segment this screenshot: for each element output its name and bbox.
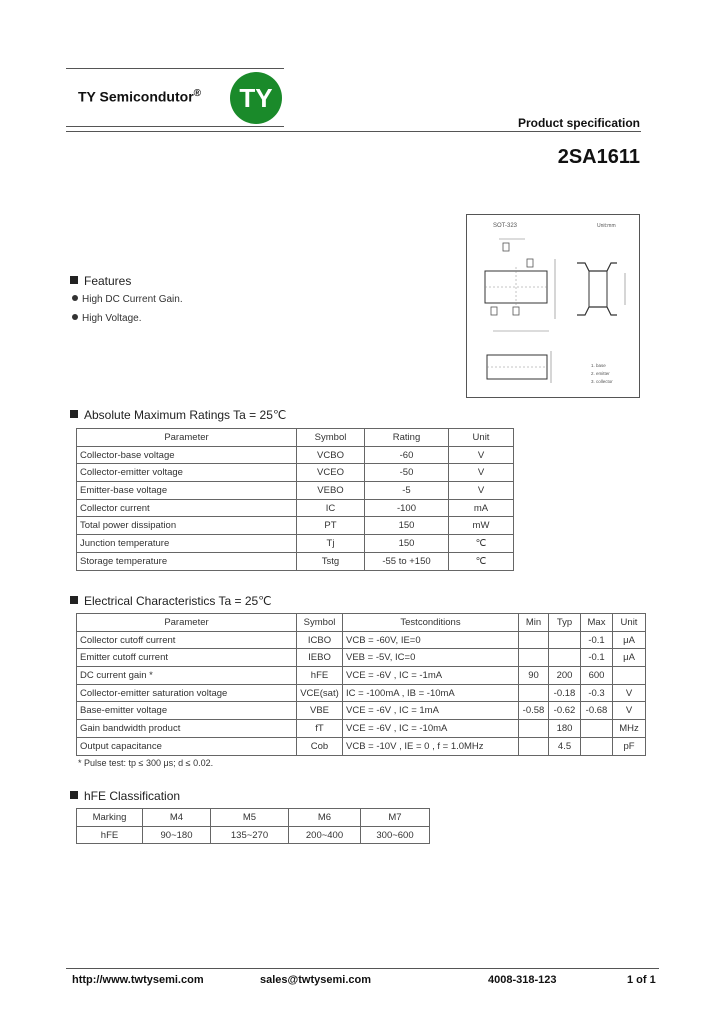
cell: IC: [297, 499, 365, 517]
cell: -0.58: [519, 702, 549, 720]
table-header-row: [77, 614, 646, 632]
col-header: Parameter: [77, 614, 297, 632]
package-name-text: SOT-323: [493, 223, 518, 229]
cell: [519, 684, 549, 702]
cell: pF: [613, 737, 646, 755]
cell: V: [449, 464, 514, 482]
company-logo: TY: [230, 72, 282, 124]
part-number: 2SA1611: [557, 146, 640, 168]
cell: 180: [549, 720, 581, 738]
dot-bullet-icon: [72, 314, 78, 320]
cell: [519, 720, 549, 738]
table-row: [77, 667, 646, 685]
pin-label-2: 2. emitter: [591, 371, 610, 376]
cell: V: [613, 702, 646, 720]
cell: [519, 649, 549, 667]
cell: Emitter-base voltage: [77, 482, 297, 500]
cell: ℃: [449, 552, 514, 570]
square-bullet-icon: [70, 596, 78, 604]
header-rule-top: [66, 68, 284, 69]
cell: mA: [449, 499, 514, 517]
table-row: [77, 517, 514, 535]
cell: -0.18: [549, 684, 581, 702]
col-header: Unit: [449, 429, 514, 447]
cell: VEBO: [297, 482, 365, 500]
table-row: [77, 631, 646, 649]
cell: Total power dissipation: [77, 517, 297, 535]
cell: IC = -100mA , IB = -10mA: [343, 684, 519, 702]
cell: M4: [143, 809, 211, 827]
abs-max-table: [76, 428, 514, 571]
table-row: [77, 482, 514, 500]
cell: Collector-base voltage: [77, 446, 297, 464]
cell: Base-emitter voltage: [77, 702, 297, 720]
feature-item: High DC Current Gain.: [72, 294, 183, 305]
cell: 150: [365, 535, 449, 553]
cell: Collector-emitter saturation voltage: [77, 684, 297, 702]
cell: ℃: [449, 535, 514, 553]
cell: Collector current: [77, 499, 297, 517]
cell: -60: [365, 446, 449, 464]
cell: VCE = -6V , IC = -10mA: [343, 720, 519, 738]
features-heading: Features: [70, 274, 131, 288]
cell: -0.62: [549, 702, 581, 720]
cell: 300~600: [361, 826, 430, 844]
col-header: Max: [581, 614, 613, 632]
cell: 90: [519, 667, 549, 685]
pin-label-3: 3. collector: [591, 379, 613, 384]
col-header: Unit: [613, 614, 646, 632]
cell: -55 to +150: [365, 552, 449, 570]
cell: VCE(sat): [297, 684, 343, 702]
table-row: [77, 720, 646, 738]
table-row: [77, 649, 646, 667]
footer-email[interactable]: sales@twtysemi.com: [260, 974, 371, 986]
cell: Marking: [77, 809, 143, 827]
cell: VCB = -60V, IE=0: [343, 631, 519, 649]
cell: μA: [613, 649, 646, 667]
cell: VCB = -10V , IE = 0 , f = 1.0MHz: [343, 737, 519, 755]
col-header: Min: [519, 614, 549, 632]
cell: VEB = -5V, IC=0: [343, 649, 519, 667]
company-name: TY Semicondutor®: [78, 88, 202, 105]
cell: VBE: [297, 702, 343, 720]
hfe-class-heading: hFE Classification: [70, 789, 180, 803]
cell: PT: [297, 517, 365, 535]
cell: 200~400: [289, 826, 361, 844]
cell: V: [613, 684, 646, 702]
table-header-row: [77, 429, 514, 447]
cell: Cob: [297, 737, 343, 755]
cell: 90~180: [143, 826, 211, 844]
cell: 200: [549, 667, 581, 685]
cell: MHz: [613, 720, 646, 738]
cell: VCE = -6V , IC = 1mA: [343, 702, 519, 720]
hfe-class-table: [76, 808, 430, 844]
header-rule-main: [66, 131, 641, 132]
package-outline-figure: [467, 215, 639, 397]
abs-max-heading: Absolute Maximum Ratings Ta = 25℃: [70, 408, 286, 422]
elec-heading: Electrical Characteristics Ta = 25℃: [70, 594, 272, 608]
table-row: [77, 464, 514, 482]
product-spec-label: Product specification: [517, 116, 640, 130]
cell: 150: [365, 517, 449, 535]
cell: Storage temperature: [77, 552, 297, 570]
cell: M5: [211, 809, 289, 827]
cell: [581, 720, 613, 738]
col-header: Typ: [549, 614, 581, 632]
cell: DC current gain *: [77, 667, 297, 685]
square-bullet-icon: [70, 276, 78, 284]
cell: Output capacitance: [77, 737, 297, 755]
table-row: [77, 552, 514, 570]
table-row: [77, 499, 514, 517]
cell: -0.3: [581, 684, 613, 702]
cell: Collector-emitter voltage: [77, 464, 297, 482]
col-header: Symbol: [297, 614, 343, 632]
footer-rule: [66, 968, 659, 969]
footer-url[interactable]: http://www.twtysemi.com: [72, 974, 204, 986]
col-header: Symbol: [297, 429, 365, 447]
table-row: [77, 826, 430, 844]
cell: IEBO: [297, 649, 343, 667]
elec-table: [76, 613, 646, 756]
cell: ICBO: [297, 631, 343, 649]
cell: [549, 649, 581, 667]
cell: Tstg: [297, 552, 365, 570]
footer-page-number: 1 of 1: [627, 974, 656, 986]
cell: [581, 737, 613, 755]
cell: [549, 631, 581, 649]
col-header: Parameter: [77, 429, 297, 447]
cell: -5: [365, 482, 449, 500]
table-row: [77, 809, 430, 827]
cell: hFE: [77, 826, 143, 844]
table-row: [77, 446, 514, 464]
col-header: Testconditions: [343, 614, 519, 632]
cell: -0.1: [581, 631, 613, 649]
cell: VCEO: [297, 464, 365, 482]
cell: 135~270: [211, 826, 289, 844]
cell: μA: [613, 631, 646, 649]
cell: [519, 737, 549, 755]
cell: -50: [365, 464, 449, 482]
cell: VCBO: [297, 446, 365, 464]
cell: -100: [365, 499, 449, 517]
header-rule-left: [66, 126, 284, 127]
cell: V: [449, 482, 514, 500]
cell: hFE: [297, 667, 343, 685]
cell: [613, 667, 646, 685]
cell: Junction temperature: [77, 535, 297, 553]
cell: VCE = -6V , IC = -1mA: [343, 667, 519, 685]
table-row: [77, 684, 646, 702]
cell: mW: [449, 517, 514, 535]
package-unit-text: Unit:mm: [597, 223, 616, 229]
square-bullet-icon: [70, 791, 78, 799]
cell: Gain bandwidth product: [77, 720, 297, 738]
cell: fT: [297, 720, 343, 738]
pulse-test-note: * Pulse test: tp ≤ 300 μs; d ≤ 0.02.: [78, 758, 214, 768]
cell: Tj: [297, 535, 365, 553]
cell: V: [449, 446, 514, 464]
cell: [519, 631, 549, 649]
col-header: Rating: [365, 429, 449, 447]
dot-bullet-icon: [72, 295, 78, 301]
cell: Emitter cutoff current: [77, 649, 297, 667]
cell: 4.5: [549, 737, 581, 755]
cell: -0.1: [581, 649, 613, 667]
package-drawing: [466, 214, 640, 398]
table-row: [77, 702, 646, 720]
cell: Collector cutoff current: [77, 631, 297, 649]
cell: M6: [289, 809, 361, 827]
cell: 600: [581, 667, 613, 685]
footer-phone: 4008-318-123: [488, 974, 557, 986]
feature-item: High Voltage.: [72, 313, 142, 324]
cell: M7: [361, 809, 430, 827]
pin-label-1: 1. base: [591, 363, 606, 368]
square-bullet-icon: [70, 410, 78, 418]
table-row: [77, 535, 514, 553]
table-row: [77, 737, 646, 755]
cell: -0.68: [581, 702, 613, 720]
